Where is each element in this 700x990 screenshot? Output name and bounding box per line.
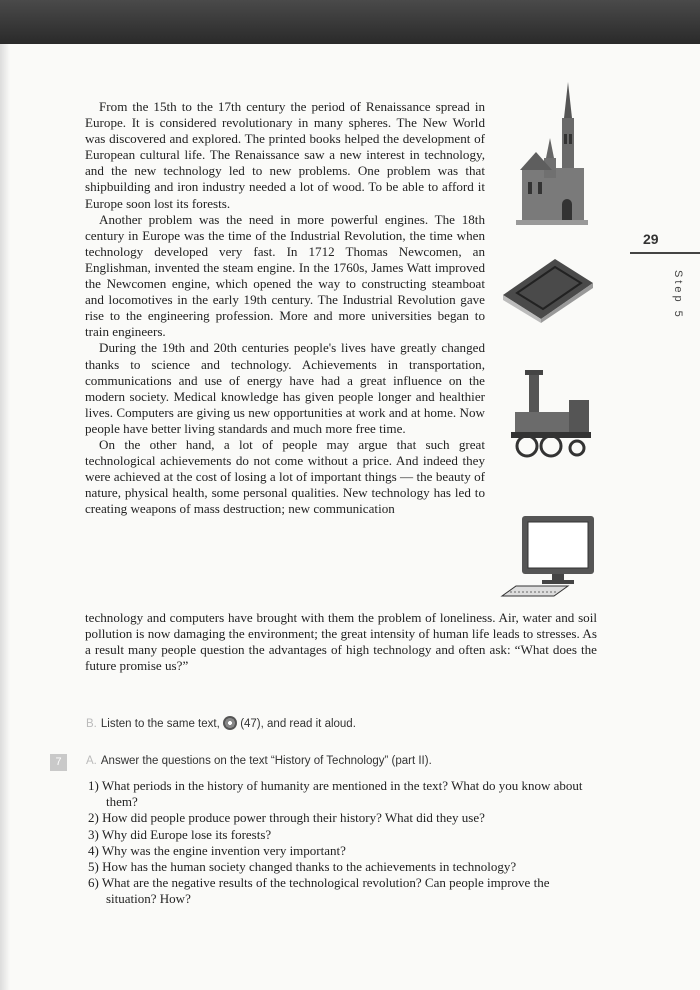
task-b-text: Listen to the same text, xyxy=(100,718,220,730)
task-number-badge: 7 xyxy=(50,754,67,771)
audio-track-number: (47) xyxy=(240,718,261,730)
page-number: 29 xyxy=(643,231,659,247)
paragraph-industrial-revolution: Another problem was the need in more powerful engines. The 18th century in Europe was the time of the Industrial Revolution, the time when technology developed very fast. In 1712 Thomas Newcomen, an Englishman, invented the steam engine. In the 1760s, James Watt improved the Newcomen engine, which opened the way to constructing steamboat and locomotives in the early 19th century. The Industrial Revolution gave rise to the engineering profession. More and more universities began to train engineers. xyxy=(85,211,485,340)
question-item: 4) Why was the engine invention very important? xyxy=(88,842,346,858)
question-item: 3) Why did Europe lose its forests? xyxy=(88,826,272,842)
step-label: Step 5 xyxy=(672,270,684,320)
task-b xyxy=(86,716,356,730)
question-item: 5) How has the human society changed thanks to the achievements in technology? xyxy=(88,859,517,875)
book-illustration xyxy=(497,255,597,323)
cathedral-illustration xyxy=(516,78,588,226)
questions-list xyxy=(88,778,598,908)
task-b-letter: B. xyxy=(86,718,97,730)
paragraph-renaissance: From the 15th to the 17th century the period of Renaissance spread in Europe. It is considered revolutionary in many spheres. The New World was discovered and explored. The printed books helped the development of European cultural life. The Renaissance saw a new interest in technology, and the new technology led to new problems. One problem was that shipbuilding and iron industry needed a lot of wood. To be able to afford it Europe soon lost its forests. xyxy=(85,99,485,211)
computer-illustration xyxy=(500,514,598,602)
paragraph-costs: On the other hand, a lot of people may argue that such great technological achievements do not come without a price. And indeed they were achieved at the cost of losing a lot of important things — the beauty of nature, physical health, some personal qualities. New technology has led to creating weapons of mass destruction; new communication xyxy=(85,436,485,517)
top-band xyxy=(0,0,700,44)
task-b-text-end: , and read it aloud. xyxy=(260,718,356,730)
question-item: 2) How did people produce power through their history? What did they use? xyxy=(88,810,485,826)
article-text xyxy=(85,99,485,517)
task-7-instruction-line xyxy=(86,755,432,767)
audio-disc-icon[interactable] xyxy=(223,716,237,730)
question-item: 1) What periods in the history of humanity are mentioned in the text? What do you know about them? xyxy=(88,778,583,810)
page-binding-edge xyxy=(0,44,10,990)
task-7-instruction: Answer the questions on the text “History of Technology” (part II). xyxy=(100,755,432,767)
question-item: 6) What are the negative results of the technological revolution? Can people improve the situation? How? xyxy=(88,875,550,907)
paragraph-modern-achievements: During the 19th and 20th centuries people's lives have greatly changed thanks to science and technology. Achievements in transportation, communications and use of energy have had a great influence on the modern society. Medical knowledge has given people longer and healthier lives. Computers are giving us new opportunities at work and at home. Now people have better living standards and much more free time. xyxy=(85,340,485,436)
page-number-rule xyxy=(630,252,700,254)
paragraph-costs-continued: technology and computers have brought with them the problem of loneliness. Air, water and soil pollution is now damaging the environment; the great intensity of human life leads to stresses. As a result many people question the advantages of high technology and often ask: “What does the future promise us?” xyxy=(85,610,597,674)
task-7-letter: A. xyxy=(86,755,97,767)
locomotive-illustration xyxy=(507,370,593,458)
